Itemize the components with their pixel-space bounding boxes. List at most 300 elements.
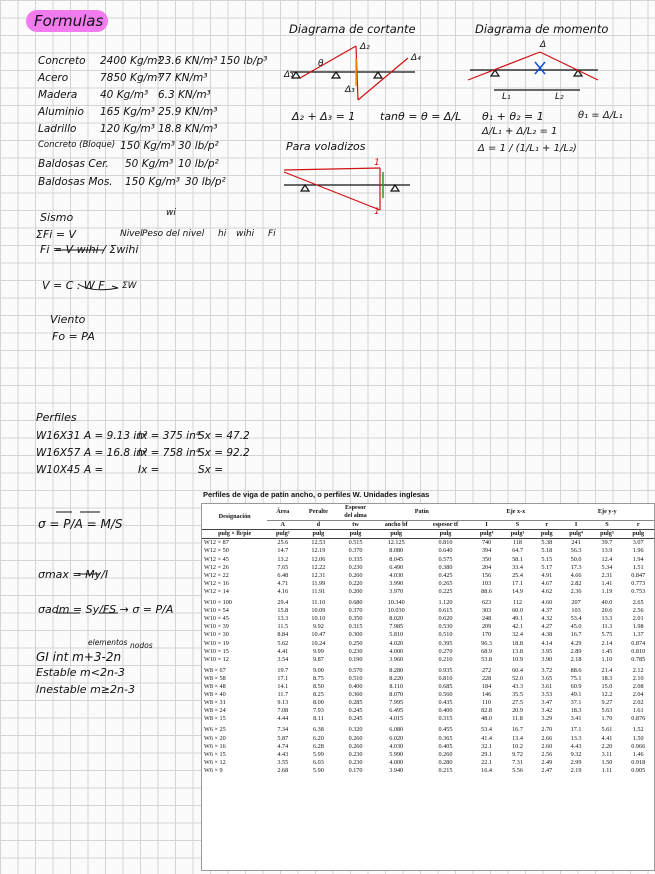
table-cell: 96.3 bbox=[481, 639, 492, 647]
table-cell: 0.405 bbox=[438, 742, 453, 750]
sismo-header: wihi bbox=[236, 229, 255, 239]
profile-name: W16X31 bbox=[36, 430, 81, 442]
table-cell: 1.19 bbox=[601, 587, 613, 595]
table-cell: 20.9 bbox=[512, 707, 523, 715]
table-subheader: r bbox=[636, 521, 640, 529]
table-unit: pulg × lb/pie bbox=[218, 530, 252, 538]
sismo-header: Nivel bbox=[120, 229, 143, 239]
table-row bbox=[202, 759, 654, 767]
table-cell: 4.62 bbox=[541, 587, 553, 595]
table-cell: 5.87 bbox=[277, 734, 289, 742]
table-cell: 5.61 bbox=[601, 726, 613, 734]
table-cell: 303 bbox=[481, 607, 492, 615]
table-cell: 12.19 bbox=[311, 547, 326, 555]
material-weight: 10 lb/p² bbox=[178, 158, 219, 170]
table-unit: pulg bbox=[349, 530, 362, 538]
table-cell: 6.20 bbox=[312, 734, 324, 742]
table-cell: 2.60 bbox=[541, 742, 553, 750]
table-cell: 13.9 bbox=[601, 547, 613, 555]
table-cell: 42.1 bbox=[512, 623, 523, 631]
table-cell: 0.230 bbox=[348, 563, 363, 571]
table-cell: 60.9 bbox=[570, 682, 582, 690]
table-cell: 0.515 bbox=[348, 539, 363, 547]
table-cell: 7.995 bbox=[389, 699, 404, 707]
table-cell: 9.13 bbox=[277, 699, 289, 707]
table-cell: 3.29 bbox=[541, 715, 553, 723]
table-cell: W10 × 39 bbox=[204, 623, 229, 631]
table-cell: 1.50 bbox=[632, 734, 644, 742]
table-cell: 3.47 bbox=[541, 699, 553, 707]
table-cell: 12.06 bbox=[311, 555, 326, 563]
table-cell: 0.170 bbox=[348, 766, 363, 774]
sismo-header: Peso del nivel bbox=[142, 229, 205, 239]
table-cell: 41.4 bbox=[481, 734, 492, 742]
table-cell: 8.75 bbox=[312, 674, 324, 682]
table-cell: 1.51 bbox=[632, 563, 644, 571]
table-cell: 7.34 bbox=[277, 726, 289, 734]
table-cell: 1.37 bbox=[632, 631, 644, 639]
table-cell: 0.335 bbox=[348, 555, 363, 563]
table-cell: 1.61 bbox=[632, 707, 644, 715]
table-cell: 0.230 bbox=[348, 647, 363, 655]
table-cell: 0.575 bbox=[438, 555, 453, 563]
table-header: Eje x-x bbox=[471, 504, 560, 521]
profile-ix: Ix = 375 in⁴ bbox=[138, 430, 200, 442]
table-cell: 4.43 bbox=[277, 750, 289, 758]
table-cell: 0.753 bbox=[631, 587, 646, 595]
table-cell: 11.7 bbox=[277, 691, 289, 699]
table-cell: 5.62 bbox=[277, 639, 289, 647]
table-cell: 272 bbox=[481, 666, 492, 674]
table-cell: 0.425 bbox=[438, 571, 453, 579]
table-cell: 8.020 bbox=[389, 615, 404, 623]
gi-elementos-label: elementos bbox=[88, 638, 128, 647]
table-cell: 8.11 bbox=[313, 715, 324, 723]
table-cell: 9.32 bbox=[570, 750, 582, 758]
table-cell: 11.99 bbox=[311, 579, 326, 587]
table-cell: 8.84 bbox=[277, 631, 289, 639]
table-row bbox=[202, 572, 654, 580]
table-cell: 1.41 bbox=[601, 579, 613, 587]
table-cell: 5.18 bbox=[541, 547, 553, 555]
table-cell: 0.210 bbox=[438, 655, 453, 663]
profile-area: A = bbox=[84, 464, 104, 476]
table-cell: 0.260 bbox=[348, 571, 363, 579]
table-cell: 0.918 bbox=[631, 758, 646, 766]
table-title: Perfiles de viga de patín ancho, o perfiles W. Unidades inglesas bbox=[203, 490, 430, 499]
table-cell: 2.68 bbox=[277, 766, 289, 774]
table-cell: 3.11 bbox=[601, 750, 613, 758]
table-cell: 48.0 bbox=[481, 715, 492, 723]
table-cell: 35.5 bbox=[512, 691, 523, 699]
table-header: Eje y-y bbox=[561, 504, 654, 521]
table-cell: 50.0 bbox=[570, 555, 582, 563]
table-cell: 2.56 bbox=[541, 750, 553, 758]
table-cell: 170 bbox=[481, 631, 492, 639]
table-cell: 1.52 bbox=[632, 726, 644, 734]
material-name: Concreto bbox=[38, 55, 86, 67]
table-cell: W10 × 12 bbox=[204, 655, 229, 663]
table-row bbox=[202, 707, 654, 715]
table-cell: W8 × 15 bbox=[204, 715, 226, 723]
table-cell: 3.90 bbox=[541, 655, 553, 663]
table-cell: 88.6 bbox=[481, 587, 492, 595]
table-cell: 0.315 bbox=[438, 715, 453, 723]
table-row bbox=[202, 607, 654, 615]
table-cell: 2.01 bbox=[632, 615, 644, 623]
support-icon bbox=[332, 72, 340, 78]
table-cell: 2.66 bbox=[541, 734, 553, 742]
table-cell: 0.510 bbox=[348, 674, 363, 682]
table-subheader: tw bbox=[352, 521, 359, 529]
table-unit: pulg³ bbox=[600, 530, 614, 538]
table-cell: W12 × 87 bbox=[204, 539, 229, 547]
table-row bbox=[202, 751, 654, 759]
table-cell: 45.0 bbox=[570, 623, 582, 631]
table-cell: W12 × 50 bbox=[204, 547, 229, 555]
table-cell: 3.940 bbox=[389, 766, 404, 774]
table-cell: 2.08 bbox=[632, 682, 644, 690]
shear-diagram-title: Diagrama de cortante bbox=[289, 22, 416, 36]
table-cell: 13.3 bbox=[277, 615, 289, 623]
table-cell: 103 bbox=[481, 579, 492, 587]
table-cell: 1.120 bbox=[438, 599, 453, 607]
table-cell: 8.25 bbox=[312, 691, 324, 699]
support-icon bbox=[301, 185, 309, 191]
table-cell: W8 × 40 bbox=[204, 691, 226, 699]
table-cell: W12 × 22 bbox=[204, 571, 229, 579]
table-cell: 4.27 bbox=[541, 623, 553, 631]
table-cell: 0.380 bbox=[438, 563, 453, 571]
table-cell: 1.50 bbox=[601, 758, 613, 766]
table-cell: 3.72 bbox=[541, 666, 553, 674]
table-cell: 623 bbox=[481, 599, 492, 607]
table-cell: 25.4 bbox=[512, 571, 523, 579]
sismo-eq3: V = C . W F bbox=[42, 279, 105, 292]
table-cell: W6 × 20 bbox=[204, 734, 226, 742]
table-cell: W12 × 26 bbox=[204, 563, 229, 571]
table-cell: 13.3 bbox=[570, 734, 582, 742]
table-cell: 9.99 bbox=[312, 647, 324, 655]
table-cell: 6.020 bbox=[389, 734, 404, 742]
table-subheader: I bbox=[574, 521, 578, 529]
table-cell: W6 × 9 bbox=[204, 766, 223, 774]
table-cell: W8 × 24 bbox=[204, 707, 226, 715]
table-cell: 2.70 bbox=[541, 726, 553, 734]
table-row bbox=[202, 640, 654, 648]
table-subheader: d bbox=[316, 521, 321, 529]
table-cell: 0.230 bbox=[348, 758, 363, 766]
table-cell: 3.55 bbox=[277, 758, 289, 766]
table-cell: 10.2 bbox=[512, 742, 523, 750]
table-row bbox=[202, 675, 654, 683]
table-cell: 49.1 bbox=[512, 615, 523, 623]
table-row bbox=[202, 735, 654, 743]
cantilever-diagram bbox=[284, 168, 410, 210]
table-header: Peralte bbox=[308, 508, 328, 516]
sismo-eq2: Fi = V wihi / Σwihi bbox=[40, 243, 139, 256]
profile-sx: Sx = 47.2 bbox=[198, 430, 250, 442]
table-cell: 5.56 bbox=[512, 766, 523, 774]
table-cell: 0.615 bbox=[438, 607, 453, 615]
table-cell: 8.045 bbox=[389, 555, 404, 563]
table-row bbox=[202, 715, 654, 723]
table-cell: 4.32 bbox=[541, 615, 553, 623]
table-cell: 7.93 bbox=[312, 707, 324, 715]
table-cell: 2.19 bbox=[570, 766, 582, 774]
table-cell: 4.43 bbox=[570, 742, 582, 750]
support-icon bbox=[374, 72, 382, 78]
material-density: 150 Kg/m³ bbox=[120, 140, 175, 152]
table-cell: 0.270 bbox=[438, 647, 453, 655]
table-row bbox=[202, 539, 654, 548]
table-cell: 9.27 bbox=[601, 699, 613, 707]
table-cell: 15.0 bbox=[601, 682, 613, 690]
profile-area: A = 16.8 in² bbox=[84, 447, 148, 459]
material-weight: 6.3 KN/m³ bbox=[158, 89, 211, 101]
profile-area: A = 9.13 in² bbox=[84, 430, 148, 442]
material-density: 40 Kg/m³ bbox=[100, 89, 149, 101]
table-cell: 19.7 bbox=[277, 666, 289, 674]
table-cell: 15.8 bbox=[277, 607, 289, 615]
table-cell: 40.0 bbox=[601, 599, 613, 607]
table-unit: pulg⁴ bbox=[569, 530, 583, 538]
shear-line bbox=[284, 172, 380, 210]
profile-ix: Ix = bbox=[138, 464, 160, 476]
table-cell: 0.200 bbox=[348, 587, 363, 595]
table-cell: 3.95 bbox=[541, 647, 553, 655]
table-cell: 32.1 bbox=[481, 742, 492, 750]
table-cell: 3.42 bbox=[541, 707, 553, 715]
w-shape-table bbox=[202, 504, 654, 775]
profile-name: W16X57 bbox=[36, 447, 81, 459]
page-title: Formulas bbox=[34, 12, 104, 30]
table-unit: pulg bbox=[632, 530, 645, 538]
table-cell: 13.8 bbox=[512, 647, 523, 655]
delta2-label: Δ₂ bbox=[360, 42, 370, 52]
table-unit: pulg bbox=[312, 530, 325, 538]
table-cell: 0.435 bbox=[438, 699, 453, 707]
material-density: 120 Kg/m³ bbox=[100, 123, 155, 135]
table-cell: 49.1 bbox=[570, 691, 582, 699]
table-cell: 6.38 bbox=[312, 726, 324, 734]
material-weight: 30 lb/p² bbox=[178, 140, 219, 152]
table-cell: 64.7 bbox=[512, 547, 523, 555]
table-cell: 5.15 bbox=[541, 555, 553, 563]
table-cell: 209 bbox=[481, 623, 492, 631]
table-cell: 17.3 bbox=[570, 563, 582, 571]
perfiles-title: Perfiles bbox=[36, 411, 77, 424]
sismo-header: Fi bbox=[268, 229, 276, 239]
table-cell: 2.14 bbox=[601, 639, 613, 647]
table-cell: 0.400 bbox=[348, 682, 363, 690]
table-cell: 4.000 bbox=[389, 758, 404, 766]
table-row bbox=[202, 743, 654, 751]
table-cell: 2.31 bbox=[601, 571, 613, 579]
table-cell: 0.905 bbox=[631, 766, 646, 774]
sadm-formula: σadm = Sy/FS → σ = P/A bbox=[38, 603, 174, 616]
gi-nodos-label: nodos bbox=[130, 641, 153, 650]
table-cell: 2.12 bbox=[632, 666, 644, 674]
table-header: Área bbox=[276, 508, 290, 516]
material-weight: 30 lb/p² bbox=[185, 176, 226, 188]
table-cell: 0.370 bbox=[348, 607, 363, 615]
table-cell: 33.4 bbox=[512, 563, 523, 571]
profile-name: W10X45 bbox=[36, 464, 81, 476]
material-name: Baldosas Cer. bbox=[38, 158, 109, 170]
table-cell: 14.9 bbox=[512, 587, 523, 595]
table-cell: 2.47 bbox=[541, 766, 553, 774]
material-weight-imperial: 150 lb/p³ bbox=[220, 55, 268, 67]
support-icon bbox=[391, 185, 399, 191]
table-cell: 1.46 bbox=[632, 750, 644, 758]
table-cell: 0.190 bbox=[348, 655, 363, 663]
table-cell: 4.030 bbox=[389, 742, 404, 750]
table-cell: 9.00 bbox=[312, 666, 324, 674]
table-cell: 8.00 bbox=[312, 699, 324, 707]
table-cell: 11.8 bbox=[512, 715, 523, 723]
table-cell: 184 bbox=[481, 682, 492, 690]
table-cell: 0.785 bbox=[631, 655, 646, 663]
table-cell: 1.96 bbox=[632, 547, 644, 555]
table-cell: 58.1 bbox=[512, 555, 523, 563]
table-cell: 0.215 bbox=[438, 766, 453, 774]
sismo-eq1: ΣFi = V bbox=[36, 228, 77, 241]
table-cell: 0.220 bbox=[348, 579, 363, 587]
table-cell: 3.960 bbox=[389, 655, 404, 663]
material-weight: 77 KN/m³ bbox=[158, 72, 208, 84]
table-cell: 10.9 bbox=[512, 655, 523, 663]
table-cell: 6.03 bbox=[312, 758, 324, 766]
table-cell: 350 bbox=[481, 555, 492, 563]
table-cell: 0.395 bbox=[438, 639, 453, 647]
table-cell: 5.99 bbox=[312, 750, 324, 758]
table-cell: 3.07 bbox=[632, 539, 644, 547]
material-density: 150 Kg/m³ bbox=[125, 176, 180, 188]
table-cell: 0.260 bbox=[348, 742, 363, 750]
shear-eq2: tanθ = θ = Δ/L bbox=[380, 110, 462, 123]
shear-line bbox=[358, 58, 408, 100]
L2-label: L₂ bbox=[555, 92, 564, 102]
table-cell: 12.53 bbox=[311, 539, 326, 547]
table-row bbox=[202, 683, 654, 691]
table-cell: 11.91 bbox=[311, 587, 326, 595]
delta1-label: Δ₁ bbox=[284, 70, 294, 80]
viento-eq: Fo = PA bbox=[52, 330, 95, 343]
table-unit: pulg bbox=[439, 530, 452, 538]
table-cell: 60.4 bbox=[512, 666, 523, 674]
table-cell: 17.1 bbox=[570, 726, 582, 734]
delta4-label: Δ₄ bbox=[411, 53, 421, 63]
table-row bbox=[202, 699, 654, 707]
table-cell: 17.1 bbox=[277, 674, 289, 682]
material-name: Acero bbox=[38, 72, 69, 84]
table-cell: 110 bbox=[482, 699, 492, 707]
table-row bbox=[202, 580, 654, 588]
table-cell: 10.09 bbox=[311, 607, 326, 615]
material-density: 165 Kg/m³ bbox=[100, 106, 155, 118]
table-cell: 0.280 bbox=[438, 758, 453, 766]
table-cell: 13.2 bbox=[277, 555, 289, 563]
table-cell: 21.4 bbox=[601, 666, 613, 674]
table-cell: 5.990 bbox=[389, 750, 404, 758]
inestable-formula: Inestable m≥2n-3 bbox=[36, 683, 135, 696]
table-cell: 5.38 bbox=[541, 539, 553, 547]
table-cell: 103 bbox=[571, 607, 581, 615]
material-name: Aluminio bbox=[38, 106, 84, 118]
table-cell: 10.10 bbox=[311, 615, 326, 623]
table-cell: 2.49 bbox=[541, 758, 553, 766]
table-cell: 4.91 bbox=[541, 571, 553, 579]
table-cell: 241 bbox=[571, 539, 581, 547]
table-cell: 0.966 bbox=[631, 742, 646, 750]
table-header: Patín bbox=[373, 504, 472, 521]
table-cell: 248 bbox=[481, 615, 492, 623]
table-row bbox=[202, 547, 654, 555]
table-cell: 0.260 bbox=[438, 750, 453, 758]
table-cell: 394 bbox=[481, 547, 492, 555]
table-subheader: A bbox=[280, 521, 285, 529]
table-cell: 3.61 bbox=[541, 682, 553, 690]
table-cell: 4.37 bbox=[541, 607, 553, 615]
table-cell: 0.935 bbox=[438, 666, 453, 674]
table-cell: 11.10 bbox=[311, 599, 326, 607]
table-cell: 16.7 bbox=[512, 726, 523, 734]
table-cell: 0.365 bbox=[438, 734, 453, 742]
table-cell: 3.41 bbox=[570, 715, 582, 723]
w-shape-table-container bbox=[201, 503, 655, 871]
table-cell: 6.28 bbox=[312, 742, 324, 750]
table-cell: 0.225 bbox=[438, 587, 453, 595]
table-cell: 13.4 bbox=[512, 734, 523, 742]
table-cell: W6 × 16 bbox=[204, 742, 226, 750]
profile-ix: Ix = 758 in⁴ bbox=[138, 447, 200, 459]
table-cell: 53.4 bbox=[570, 615, 582, 623]
material-weight: 18.8 KN/m³ bbox=[158, 123, 218, 135]
table-cell: 12.2 bbox=[601, 691, 613, 699]
L1-label: L₁ bbox=[502, 92, 511, 102]
sismo-title: Sismo bbox=[40, 211, 74, 224]
table-cell: W6 × 25 bbox=[204, 726, 226, 734]
moment-eq1: θ₁ + θ₂ = 1 bbox=[482, 110, 544, 123]
table-cell: 12.125 bbox=[387, 539, 405, 547]
table-cell: 16.4 bbox=[481, 766, 492, 774]
table-cell: 8.280 bbox=[389, 666, 404, 674]
table-cell: 0.455 bbox=[438, 726, 453, 734]
table-cell: 0.773 bbox=[631, 579, 646, 587]
material-density: 50 Kg/m³ bbox=[125, 158, 174, 170]
table-cell: 18.3 bbox=[570, 707, 582, 715]
gi-formula: GI int m+3-2n bbox=[36, 650, 122, 664]
table-cell: 7.08 bbox=[277, 707, 289, 715]
table-cell: 7.65 bbox=[277, 563, 289, 571]
table-row bbox=[202, 648, 654, 656]
table-subheader: espesor tf bbox=[432, 521, 459, 529]
table-cell: W12 × 16 bbox=[204, 579, 229, 587]
table-row bbox=[202, 556, 654, 564]
table-cell: 3.65 bbox=[541, 674, 553, 682]
table-row bbox=[202, 691, 654, 699]
material-weight: 23.6 KN/m³ bbox=[158, 55, 218, 67]
table-cell: 4.41 bbox=[601, 734, 613, 742]
table-cell: 0.560 bbox=[438, 691, 453, 699]
table-cell: 3.990 bbox=[389, 579, 404, 587]
table-cell: 8.070 bbox=[389, 691, 404, 699]
table-cell: 8.080 bbox=[389, 547, 404, 555]
table-cell: W12 × 45 bbox=[204, 555, 229, 563]
table-cell: 6.495 bbox=[389, 707, 404, 715]
table-cell: 12.4 bbox=[601, 555, 613, 563]
